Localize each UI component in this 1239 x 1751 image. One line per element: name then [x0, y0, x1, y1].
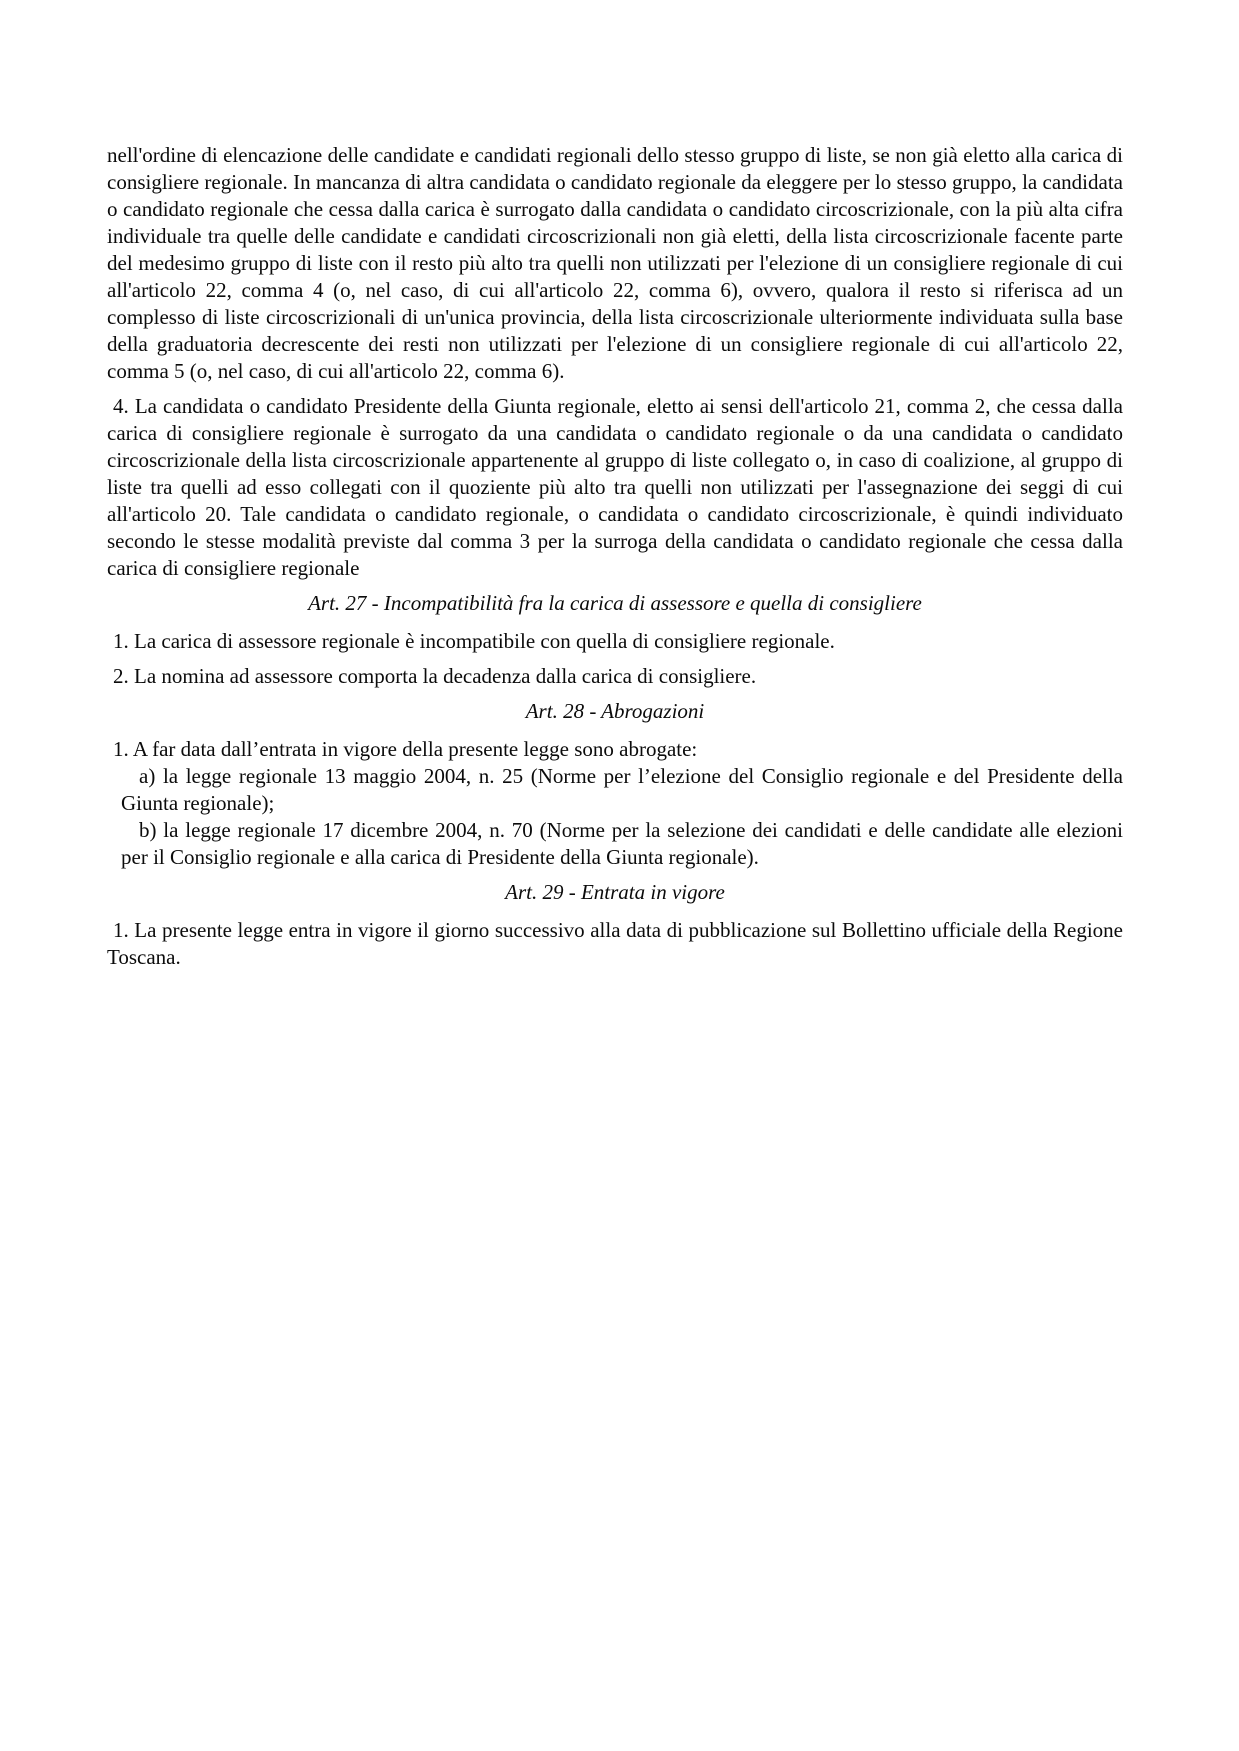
article-28-heading: Art. 28 - Abrogazioni	[525, 699, 705, 723]
article-28-comma-1: 1. A far data dall’entrata in vigore della presente legge sono abrogate:	[113, 737, 698, 761]
article-28-item-b: b) la legge regionale 17 dicembre 2004, n. 70 (Norme per la selezione dei candidati e delle candidate alle elezioni per il Consiglio regionale e alla carica di Presidente della Giunta regionale).	[121, 818, 1123, 869]
article-29-heading: Art. 29 - Entrata in vigore	[505, 880, 725, 904]
article-29-comma-1: 1. La presente legge entra in vigore il giorno successivo alla data di pubblicazione sul Bollettino ufficiale della Regione Toscana.	[107, 918, 1123, 969]
article-27-heading: Art. 27 - Incompatibilità fra la carica di assessore e quella di consigliere	[308, 591, 922, 615]
article-27-comma-2: 2. La nomina ad assessore comporta la decadenza dalla carica di consigliere.	[113, 664, 757, 688]
paragraph-comma4: 4. La candidata o candidato Presidente della Giunta regionale, eletto ai sensi dell'articolo 21, comma 2, che cessa dalla carica di consigliere regionale è surrogato da una candidata o candidato regionale o da una candidata o candidato circoscrizionale della lista circoscrizionale appartenente al gruppo di liste collegato o, in caso di coalizione, al gruppo di liste tra quelli ad esso collegati con il quoziente più alto tra quelli non utilizzati per l'assegnazione dei seggi di cui all'articolo 20. Tale candidata o candidato regionale, o candidata o candidato circoscrizionale, è quindi individuato secondo le stesse modalità previste dal comma 3 per la surroga della candidata o candidato regionale che cessa dalla carica di consigliere regionale	[107, 394, 1123, 580]
article-28-item-a: a) la legge regionale 13 maggio 2004, n. 25 (Norme per l’elezione del Consiglio regionale e del Presidente della Giunta regionale);	[121, 764, 1123, 815]
article-27-comma-1: 1. La carica di assessore regionale è incompatibile con quella di consigliere regionale.	[113, 629, 835, 653]
paragraph-comma3-continuation: nell'ordine di elencazione delle candidate e candidati regionali dello stesso gruppo di liste, se non già eletto alla carica di consigliere regionale. In mancanza di altra candidata o candidato regionale da eleggere per lo stesso gruppo, la candidata o candidato regionale che cessa dalla carica è surrogato dalla candidata o candidato circoscrizionale, con la più alta cifra individuale tra quelle delle candidate e candidati circoscrizionali non già eletti, della lista circoscrizionale facente parte del medesimo gruppo di liste con il resto più alto tra quelli non utilizzati per l'elezione di un consigliere regionale di cui all'articolo 22, comma 4 (o, nel caso, di cui all'articolo 22, comma 6), ovvero, qualora il resto si riferisca ad un complesso di liste circoscrizionali di un'unica provincia, della lista circoscrizionale ulteriormente individuata sulla base della graduatoria decrescente dei resti non utilizzati per l'elezione di un consigliere regionale di cui all'articolo 22, comma 5 (o, nel caso, di cui all'articolo 22, comma 6).	[107, 143, 1123, 383]
